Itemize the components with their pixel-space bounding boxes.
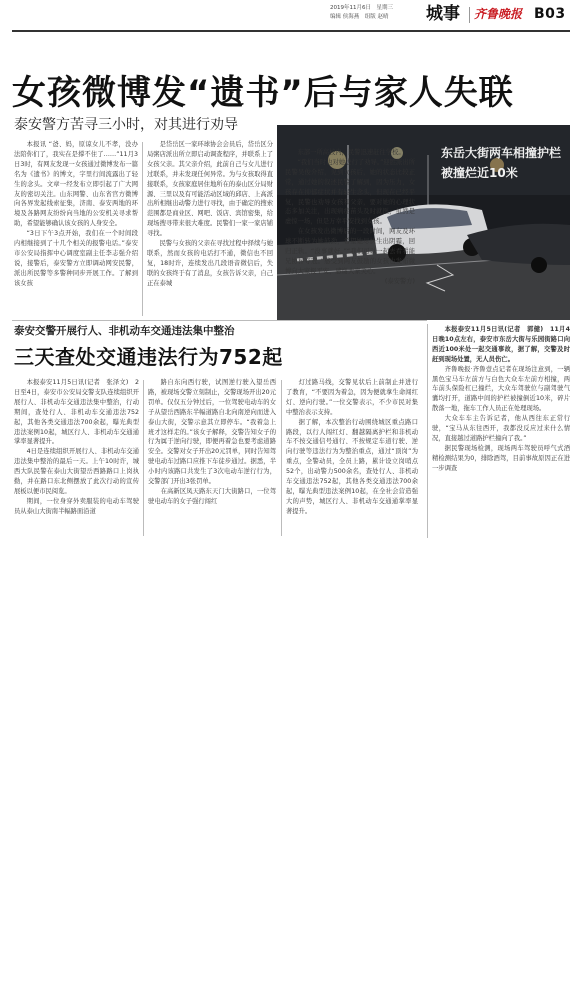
article2-paragraph: 在高新区凤天路东天门大街路口，一位驾驶电动车的女子强行闯红 <box>148 487 276 505</box>
column-divider <box>281 380 282 536</box>
article3-lead: 本报泰安11月5日讯(记者 郭健) 11月4日晚10点左右，泰安市东岳大街与乐园街路口向西近100米处一起交通事故，据了解，交警及时赶到现场处置，无人员伤亡。 <box>432 326 570 363</box>
article3-column <box>432 325 570 540</box>
newspaper-logo: 齐鲁晚报 <box>474 7 523 21</box>
article1-column-1 <box>14 140 138 318</box>
section-divider <box>12 320 427 321</box>
article1-paragraph: 本报讯 “爸、妈，原谅女儿不孝，没办法陪你们了，我实在是撑不住了……”11月3日3时，有网友发现一女孩通过微博发布一篇名为《遗书》的博文，字里行间流露出了轻生的念头。文章一经发布立即引起了广大网友的密切关注。山东网警、山东省官方微博向各界发起线索征集，济南、泰安两地的环境及各路网友纷纷向当地的公安机关寻求帮助，希望能够确认该女孩的人身安全。 <box>14 141 138 228</box>
issue-date: 2019年11月6日 星期三 <box>330 5 393 11</box>
article1-headline: 女孩微博发“遗书”后与家人失联 <box>12 73 514 113</box>
article1-paragraph: 在女孩发出微博后的一段时间，网友及环球不断转为她鼓劲，希望她尽快生出阴霾，回归正轨。“没事就好。”“我们可以一起去看看能兄协杯夺冠。”感受到网友鼓励的女孩也发布微博向大家报平安，感谢大家关心。 <box>285 228 415 275</box>
article2-paragraph: 本报泰安11月5日讯(记者 张泽文) 2日至4日，泰安市公安局交警支队连续组织开展行人、非机动车交通违法集中整治，行动期间，查处行人、非机动车交通违法752起，其他各类交通违法700余起，曝光典型违法案例10起，城区行人、非机动车交通通掌率显著提升。 <box>14 379 139 446</box>
article2-paragraph: 据了解，本次整治行动围绕城区重点路口路段，以行人闯红灯、翻越隔离护栏和非机动车不按交通信号通行、不按规定车道行驶、逆向行驶等违法行为为整治重点，通过“顶岗”为重点，全警动员，全员上路，累计设立岗哨点52个，出动警力500余名，查处行人、非机动车交通违法752起，其他各类交通违法700余起，曝光典型违法案例10起，在全社会营造强大的声势，城区行人、非机动车交通通掌率显著提升。 <box>286 418 418 515</box>
article2-column-2 <box>148 378 276 538</box>
article2-lead: 泰安交警开展行人、非机动车交通违法集中整治 <box>14 325 235 337</box>
article2-paragraph: 路自东向西行驶，试图逆行驶入望岳西路，被现场交警立刻制止，交警现场开出20元罚单。仅仅五分钟过后，一位驾驶电动车的女子从望岳西路东半幅道路自北向南逆向而进入泰山大街，交警示意其立即停车。“我着急上班才这样走的。”该女子解释，交警告知女子的行为属于逆向行驶，即便再着急也要考虑道路安全。交警对女子开出20元罚单，同时告知驾驶电动车过路口应推下车徒步通过。据悉，半小时内该路口共发生了3次电动车逆行行为，交警部门开出3张罚单。 <box>148 379 276 486</box>
article2-headline: 三天查处交通违法行为752起 <box>14 345 283 369</box>
article2-paragraph: 4日是连续组织开展行人、非机动车交通违法集中整治的最后一天。上午10时许，城西大队民警在泰山大街望岳西路路口上岗执勤，并在路口东北侧摆放了此次行动的宣传展板以便市民阅览。 <box>14 448 139 495</box>
editor-credits: 编辑 侯海燕 组版 赵晴 <box>330 14 389 20</box>
section-name: 城事 <box>426 4 460 24</box>
article2-column-1 <box>14 378 139 538</box>
article1-paragraph: 东部一所高校内，民警迅速赶往学校。 <box>297 149 405 156</box>
article1-subhead: 泰安警方苦寻三小时，对其进行劝导 <box>14 117 238 133</box>
column-divider <box>143 380 144 536</box>
photo-headline: 东岳大街两车相撞护栏被撞烂近10米 <box>441 146 562 180</box>
article3-paragraph: 据民警现场检测，现场两车驾驶员呼气式酒精检测结果为0，排除酒驾，目前事故原因正在进一步调查 <box>432 444 570 472</box>
article2-column-3 <box>286 378 418 538</box>
column-divider <box>142 142 143 316</box>
page-number: B03 <box>534 6 566 22</box>
article1-paragraph: “我们当时也对她进行了劝导。”迎胜派出所民警吴俊介绍，见到女孩后，她的状态比较正常，通过她的叙述民警了解到，因为压力，女孩存在抑郁症状并有轻生念头，但现在已经平复，民警也劝导女孩和父亲，要对她的心理状态多加关注，出现病症苗头及时就医，虽然是虚惊一场，但是万幸平安找到女孩。 <box>285 158 415 226</box>
article3-paragraph: 齐鲁晚报·齐鲁壹点记者在现场注意到，一辆黑色宝马车左前方与白色大众车左前方相撞，两车前头保险杠已撞烂，大众车驾驶位与副驾驶气囊均打开，道路中间的护栏被撞倒近10米，碎片散落一地，拖车工作人员正在处理现场。 <box>432 365 570 413</box>
article2-paragraph: 期间，一位身穿外卖服装的电动车驾驶员从泰山大街南半幅路面沿道 <box>14 497 139 515</box>
article1-column-2 <box>147 140 273 318</box>
masthead-divider <box>469 7 470 23</box>
article1-column-3 <box>285 148 415 318</box>
article1-paragraph: 是岱岳区一家环球协会会员后，岱岳区分局粥店派出所立即启动调查程序，并联系上了女孩父亲。其父亲介绍，此前自己与女儿进行过联系，并未发现任何异常。为与女孩取得直接联系，女孩家庭居住地所在的泰山区分局财源、三里以及有可能活动区域的邱店、上高派出所相继出动警力进行寻找，由于确定的搜索范围都是商业区、网吧、饭店、宾馆密集，给现场搜寻带来很大难度。民警们一家一家店铺寻找。 <box>147 141 273 238</box>
article1-byline: (泰安警方) <box>384 277 415 285</box>
masthead <box>0 0 580 40</box>
article1-paragraph: 民警与女孩的父亲在寻找过程中择续与她联系，然而女孩的电话打不通，微信也不回复，18时许，连续发出几段语音微信后，失联的女孩终于有了消息，女孩告诉父亲，自己正在泰城 <box>147 240 273 287</box>
article3-paragraph: 大众车车主告诉记者，他从西往东正常行驶，“宝马从东往西开，我都没反应过来什么情况，直接越过道路护栏撞向了我。” <box>432 415 570 442</box>
column-divider <box>427 324 428 538</box>
masthead-rule <box>12 30 570 32</box>
article2-paragraph: 灯过路马线，交警见状后上前制止并进行了教育，“不要因为着急，因为便就拿生命闯红灯、逆向行驶。”一位交警表示，不少市民对集中整治表示支持。 <box>286 379 418 416</box>
article1-paragraph: “3日下午3点开始，我们在一个时间段内相继接到了十几个相关的报警电话。”泰安市公安局指挥中心调度室副主任李志强介绍说，接警后，泰安警方立即调动网安民警，派出所民警等多警种同步开展工作。了解到该女孩 <box>14 230 138 287</box>
